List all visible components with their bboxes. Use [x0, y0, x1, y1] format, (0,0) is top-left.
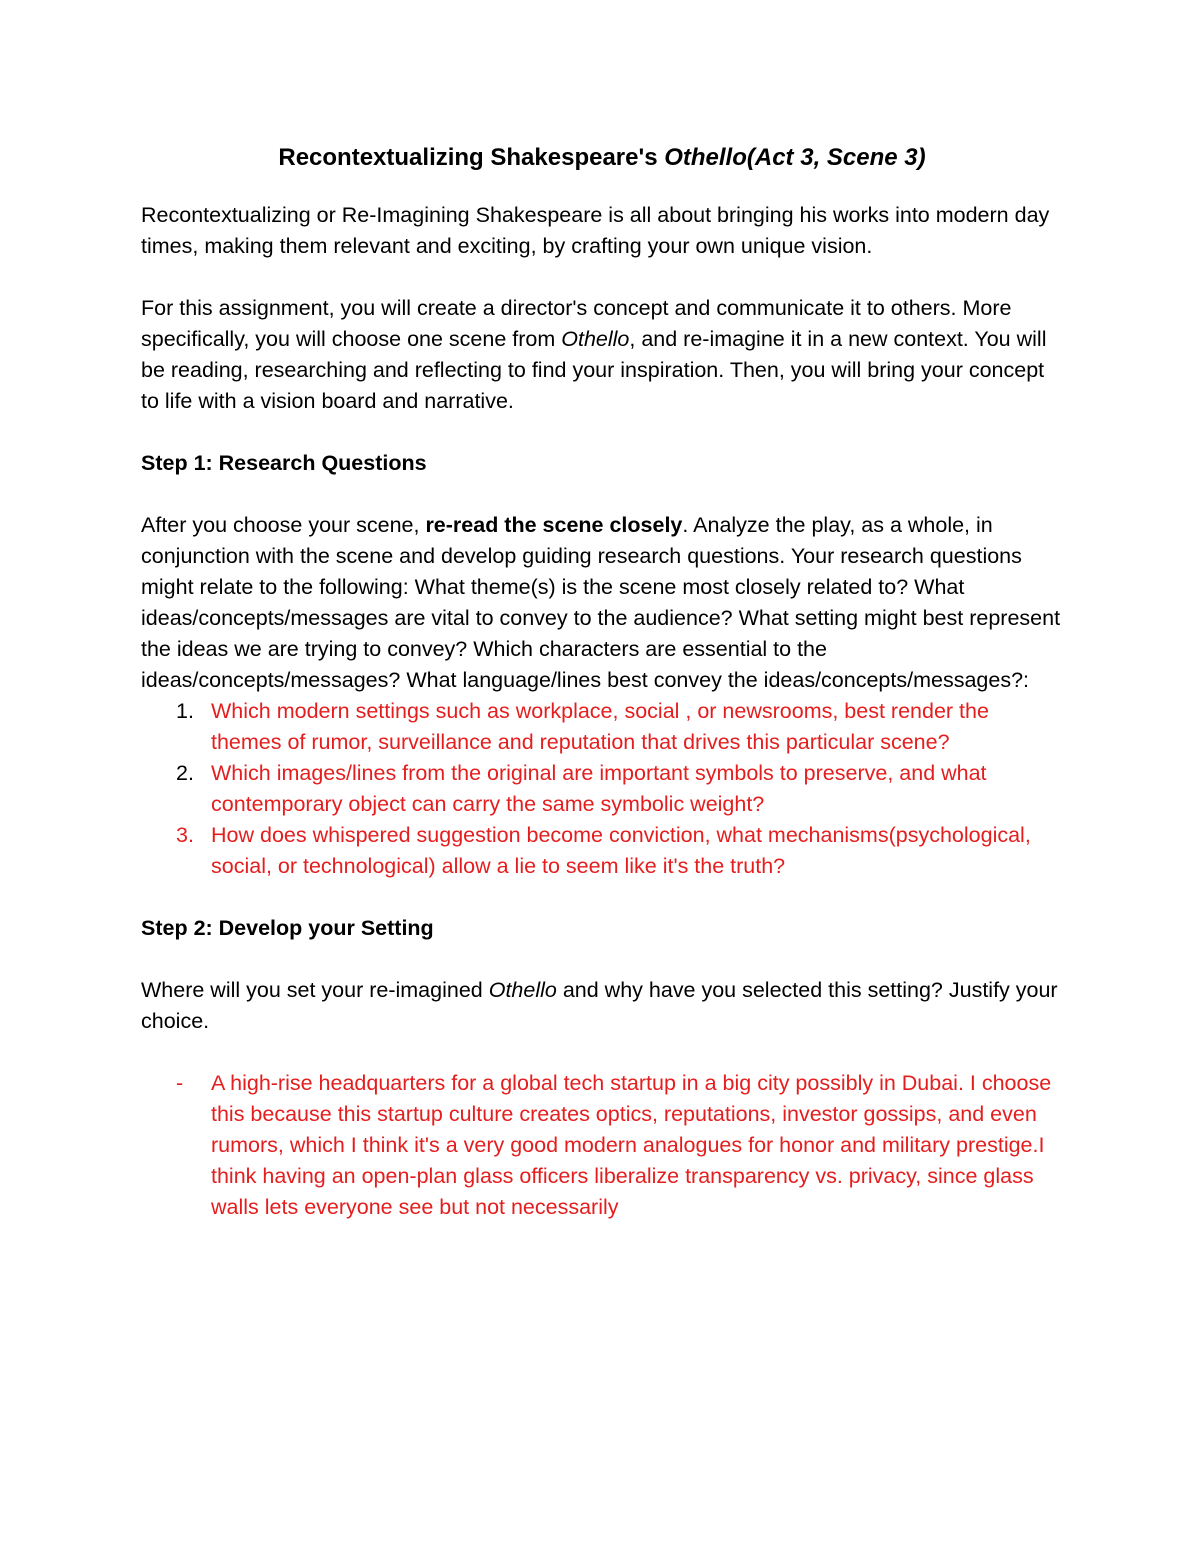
- intro-paragraph: Recontextualizing or Re-Imagining Shakespeare is all about bringing his works into modern day times, making them relevant and exciting, by crafting your own unique vision.: [141, 203, 1050, 258]
- list-text: How does whispered suggestion become conviction, what mechanisms(psychological, social, or technological) allow a lie to seem like it's the truth?: [211, 823, 1031, 878]
- step1-paragraph: [141, 510, 1061, 696]
- step1-lead: After you choose your scene,: [141, 513, 426, 537]
- list-item: [141, 758, 1061, 820]
- assignment-paragraph: [141, 293, 1061, 417]
- list-item: [141, 1068, 1061, 1223]
- list-text: Which images/lines from the original are important symbols to preserve, and what contemporary object can carry the same symbolic weight?: [211, 761, 987, 816]
- assignment-italic: Othello: [561, 327, 630, 351]
- step1-heading: Step 1: Research Questions: [141, 451, 427, 475]
- step2-heading: Step 2: Develop your Setting: [141, 916, 434, 940]
- title-italic: Othello(Act 3, Scene 3): [664, 144, 926, 171]
- list-text: Which modern settings such as workplace, social , or newsrooms, best render the themes of rumor, surveillance and reputation that drives this particular scene?: [211, 699, 989, 754]
- title-main: Recontextualizing Shakespeare's: [278, 144, 665, 171]
- research-questions-list: [141, 696, 1061, 882]
- step1-bold: re-read the scene closely: [425, 513, 683, 537]
- step2-question: [141, 975, 1061, 1037]
- step1-rest: . Analyze the play, as a whole, in conjunction with the scene and develop guiding research questions. Your research questions might relate to the following: What theme(s) is the scene most closely related to? What ideas/concepts/messages are vital to convey to the audience? What setting might best represent the ideas we are trying to convey? Which characters are essential to the ideas/concepts/messages? What language/lines best convey the ideas/concepts/messages?:: [141, 513, 1061, 692]
- page-title: [141, 138, 1061, 178]
- assignment-text-2: , and re-imagine it in a new context. You will be reading, researching and reflecting to find your inspiration. Then, you will bring your concept to life with a vision board and narrative.: [141, 327, 1047, 413]
- list-item: [141, 820, 1061, 882]
- step2-text-1: Where will you set your re-imagined: [141, 978, 489, 1002]
- step2-italic: Othello: [488, 978, 557, 1002]
- document-body: [141, 138, 1061, 1223]
- list-item: [141, 696, 1061, 758]
- list-number: 2.: [176, 761, 194, 785]
- step2-text-2: and why have you selected this setting? Justify your choice.: [141, 978, 1058, 1033]
- assignment-text-1: For this assignment, you will create a director's concept and communicate it to others. More specifically, you will choose one scene from: [141, 296, 1012, 351]
- list-number: 3.: [176, 823, 194, 847]
- dash-bullet: -: [176, 1071, 184, 1095]
- setting-answer-text: A high-rise headquarters for a global tech startup in a big city possibly in Dubai. I choose this because this startup culture creates optics, reputations, investor gossips, and even rumors, which I think it's a very good modern analogues for honor and military prestige.I think having an open-plan glass officers liberalize transparency vs. privacy, since glass walls lets everyone see but not necessarily: [211, 1071, 1052, 1219]
- setting-answer-list: [141, 1068, 1061, 1223]
- list-number: 1.: [176, 699, 194, 723]
